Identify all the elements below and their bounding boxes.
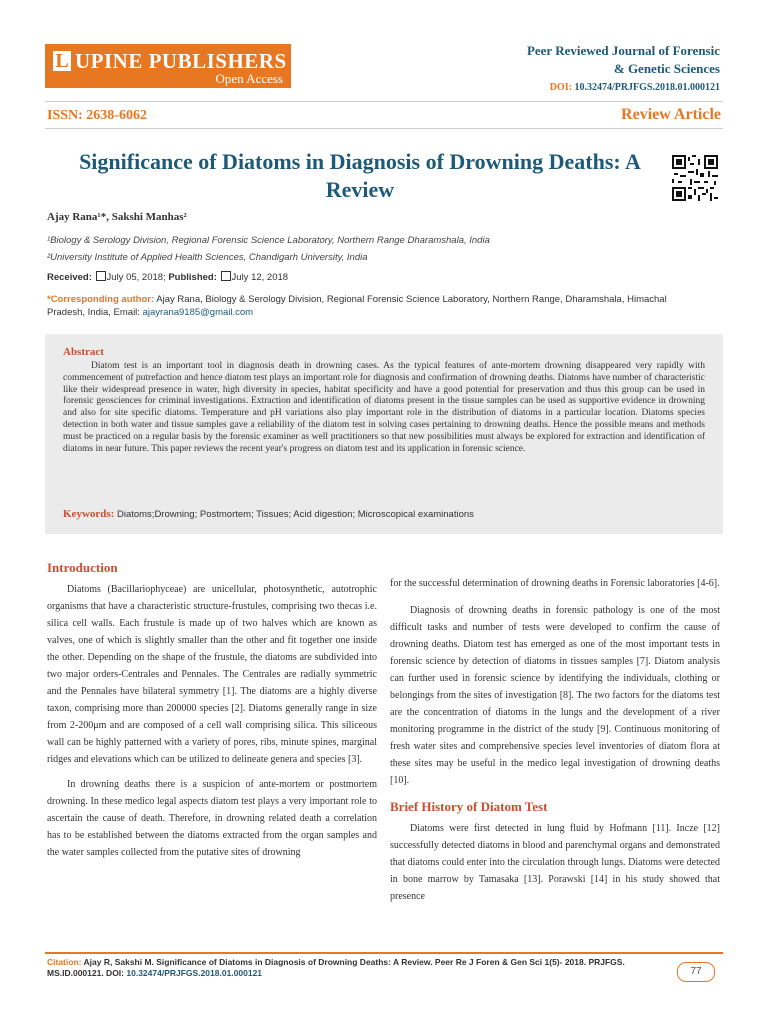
citation-label: Citation: [47,957,82,967]
affiliation-1: ¹Biology & Serology Division, Regional Forensic Science Laboratory, Northern Range Dharamshala, India [47,235,490,246]
logo-subtitle: Open Access [215,71,283,86]
footer-divider [45,952,723,954]
introduction-heading: Introduction [47,560,118,575]
keywords [63,508,474,521]
citation [47,957,667,979]
corresponding-text: Ajay Rana, Biology & Serology Division, Regional Forensic Science Laboratory, Northern Range, Dharamshala, Himachal Pradesh, India, Email: [47,294,667,318]
keywords-label: Keywords: [63,508,115,520]
doi-label: DOI: [549,82,572,93]
history-paragraph: Diatoms were first detected in lung fluid by Hofmann [11]. Incze [12] successfully detected diatoms in blood and parenchymal organs and demonstrated that diatoms could enter into the circulation through lungs. Diatoms were detected in bone marrow by Tamasaka [13]. Porawski [14] in his study showed that presence [390,823,720,902]
header-divider [45,101,723,102]
calendar-icon [221,271,231,281]
history-heading: Brief History of Diatom Test [390,799,548,814]
journal-name [527,42,720,78]
intro-paragraph-1: Diatoms (Bacillariophyceae) are unicellular, photosynthetic, autotrophic organisms that have a characteristic structure-frustules, comprising two thecas i.e. silica cell walls. Each frustule is made up of two halves which are known as valves, one of which is slightly smaller than the other and fit together one inside the other. Depending on the shape of the frustule, the diatoms are subdivided into two major orders-Centrales and Pennales. The Centrales are radially symmetric and the Pennales have bilateral symmetry [1]. The diatoms are a highly diverse taxon, comprising more than 200000 species [2]. Diatoms generally range in size from 2-200μm and are composed of a cell wall comprising silica. This siliceous wall can be highly patterned with a variety of pores, ribs, minute spines, marginal ridges and elevations which can be utilized to delineate genera and species [3]. [47,584,377,765]
published-date: July 12, 2018 [231,272,289,283]
journal-line-2: & Genetic Sciences [613,61,720,76]
col2-paragraph-1: Diagnosis of drowning deaths in forensic pathology is one of the most difficult tasks and number of tests were developed to confirm the cause of drowning deaths. Diatom test has emerged as one of the most important tests in forensic science by detection of diatoms in tissues samples [7]. Diatom analysis can further used in forensic science by identifying the individuals, clothing or belongings from the sites of investigation [8]. The two factors for the diatoms test are the concentration of diatoms in the lungs and the development of a river monitoring programme in the district of the study [9]. Continuous monitoring of fresh water sites and comprehensive species level inventories of diatom flora at these sites may be useful in the medico legal investigation of drowning deaths [10]. [390,605,720,786]
keywords-text: Diatoms;Drowning; Postmortem; Tissues; Acid digestion; Microscopical examinations [116,509,474,520]
doi-link[interactable]: 10.32474/PRJFGS.2018.01.000121 [574,82,720,93]
calendar-icon [96,271,106,281]
logo-letter: L [53,51,71,71]
published-label: Published: [168,272,217,283]
column-left [47,581,377,861]
corresponding-label: *Corresponding author: [47,294,155,305]
column-right [390,575,720,905]
logo-text: UPINE PUBLISHERS [75,49,287,73]
received-label: Received: [47,272,92,283]
journal-line-1: Peer Reviewed Journal of Forensic [526,43,720,58]
issn: ISSN: 2638-6062 [47,108,147,123]
intro-paragraph-2: In drowning deaths there is a suspicion of ante-mortem or postmortem drowning. In these medico legal aspects diatom test plays a very important role to ascertain the cause of death. Therefore, in drowning related death a correlation has to be established between the diatoms extracted from the organ samples and the water samples collected from the putative sites of drowning [47,779,377,858]
col2-paragraph-0: for the successful determination of drowning deaths in Forensic laboratories [4-6]. [390,578,720,589]
received-date: July 05, 2018; [106,272,166,283]
article-type: Review Article [621,106,721,123]
abstract-text: Diatom test is an important tool in diagnosis death in drowning cases. As the typical features of ante-mortem drowning disappeared very rapidly with commencement of putrefaction and hence diatom test plays an important role for diagnosis and confirmation of drowning deaths. Diatoms have number of characteristic like their widespread presence in water, high diversity in species, habitat specificity and have a good potential for preservation and thus this group can be used in forensic geosciences for criminal investigations. Extraction and identification of diatoms present in the tissue samples can be used as supportive evidence in drowning and also for site specific diatoms. Temperature and pH variations also play important role in the distribution of diatoms in a particular location. Diatoms species detection in both water and tissue samples gave a reliability of the diatom test in solving cases pertaining to drowning deaths. Hence the possible means and methods must be practiced on a regular basis by the forensic examiner as well practitioners so that new possibilities must always be explored for extraction and identification of diatoms in near future. This paper reviews the recent year's progress on diatom test and its application in forensic science. [63,361,705,454]
doi [550,82,720,94]
citation-doi-link[interactable]: 10.32474/PRJFGS.2018.01.000121 [126,968,263,978]
abstract-heading: Abstract [63,346,104,358]
qr-code-icon [672,155,718,201]
header-divider-2 [45,128,723,129]
email-link[interactable]: ajayrana9185@gmail.com [142,307,254,318]
citation-text: Ajay R, Sakshi M. Significance of Diatoms in Diagnosis of Drowning Deaths: A Review. Peer Re J Foren & Gen Sci 1(5)- 2018. PRJFGS. MS.ID.000121. DOI: [47,957,625,978]
authors: Ajay Rana¹*, Sakshi Manhas² [47,211,187,223]
affiliation-2: ²University Institute of Applied Health Sciences, Chandigarh University, India [47,252,368,263]
page-number: 77 [677,962,715,982]
corresponding-author [47,293,687,319]
article-title: Significance of Diatoms in Diagnosis of Drowning Deaths: A Review [79,149,641,202]
dates [47,271,288,284]
publisher-logo [45,44,291,88]
